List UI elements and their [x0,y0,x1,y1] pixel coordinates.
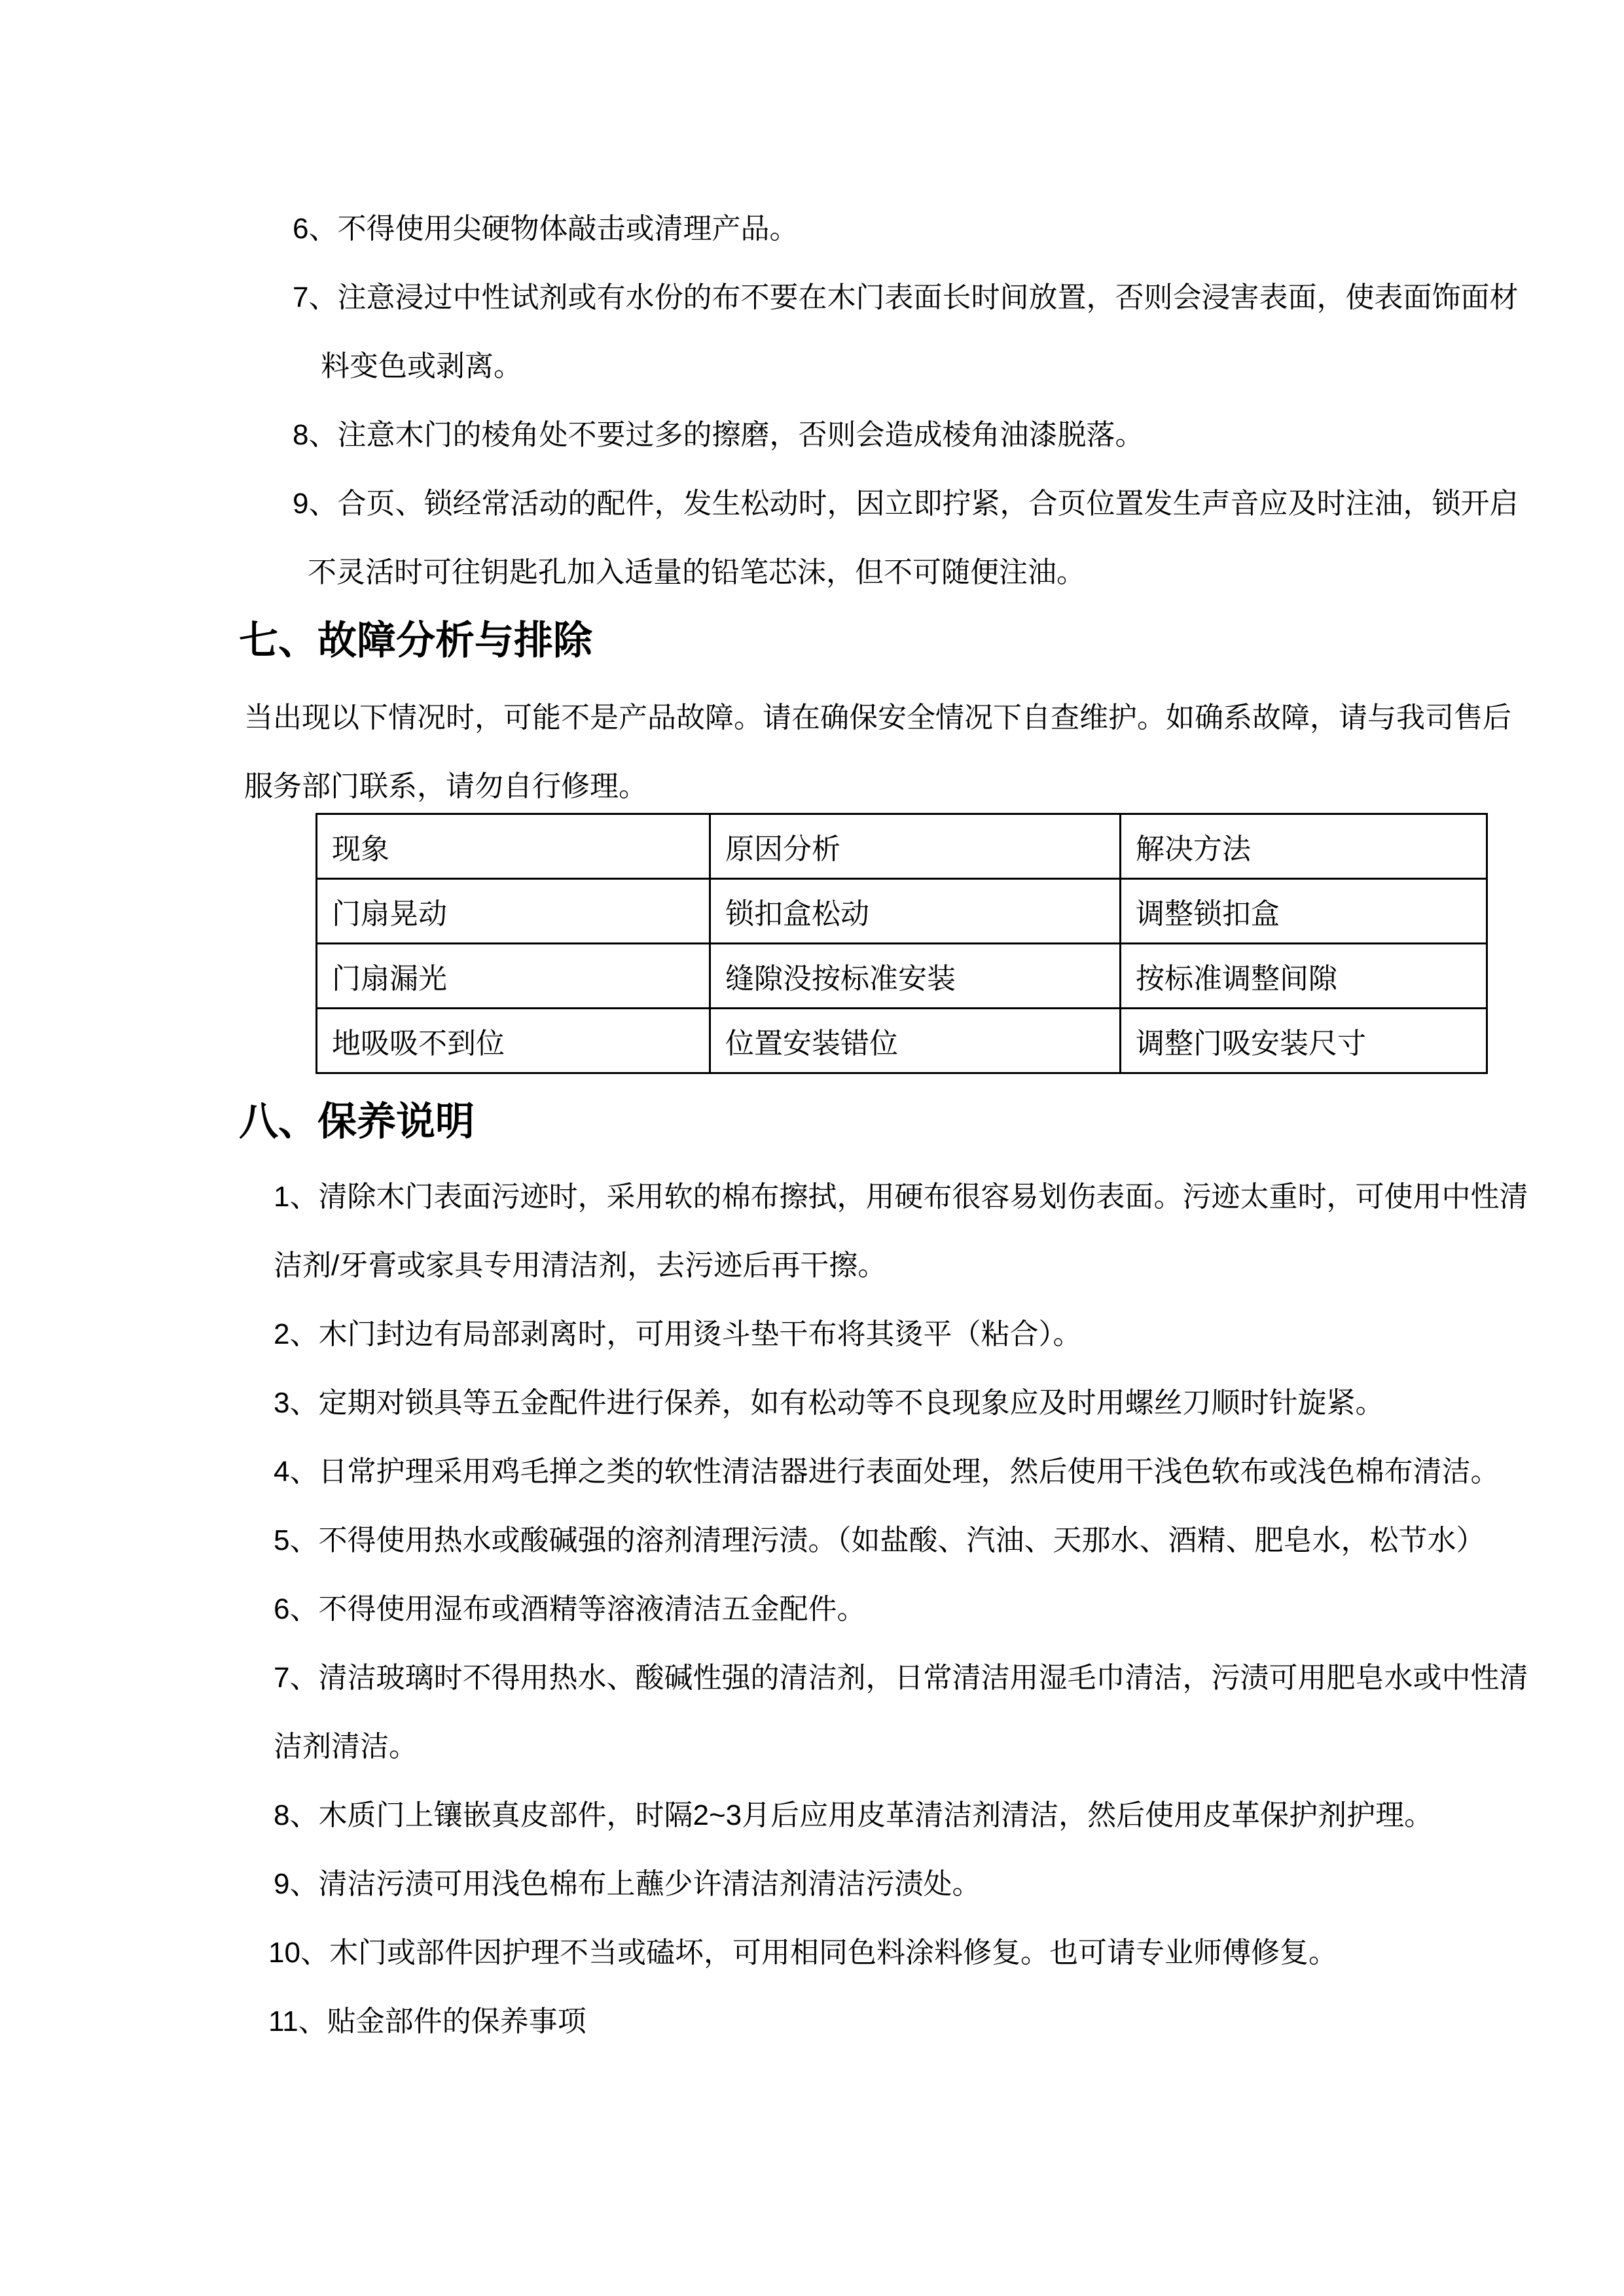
maintenance-item-4: 4、日常护理采用鸡毛掸之类的软性清洁器进行表面处理，然后使用干浅色软布或浅色棉布清洁。 [274,1456,1500,1488]
maintenance-item-2: 2、木门封边有局部剥离时，可用烫斗垫干布将其烫平（粘合）。 [274,1318,1082,1350]
maintenance-item-9: 9、清洁污渍可用浅色棉布上蘸少许清洁剂清洁污渍处。 [274,1868,981,1900]
maintenance-item-10: 10、木门或部件因护理不当或磕坏，可用相同色料涂料修复。也可请专业师傅修复。 [268,1937,1337,1969]
table-row [317,879,1487,944]
list-item-8: 8、注意木门的棱角处不要过多的擦磨，否则会造成棱角油漆脱落。 [293,419,1144,451]
table-cell: 按标准调整间隙 [1121,944,1487,1009]
table-cell: 缝隙没按标准安装 [710,944,1121,1009]
table-header-cell: 现象 [317,814,710,879]
maintenance-item-3: 3、定期对锁具等五金配件进行保养，如有松动等不良现象应及时用螺丝刀顺时针旋紧。 [274,1387,1384,1419]
list-item-7-line-1: 7、注意浸过中性试剂或有水份的布不要在木门表面长时间放置，否则会浸害表面，使表面饰面材 [293,281,1519,314]
list-item-9-line-2: 不灵活时可往钥匙孔加入适量的铅笔芯沫，但不可随便注油。 [308,556,1085,588]
paragraph-line-2: 服务部门联系，请勿自行修理。 [244,770,647,802]
table-cell: 位置安装错位 [710,1009,1121,1073]
troubleshooting-table [316,813,1488,1074]
table-row [317,944,1487,1009]
table-row [317,1009,1487,1073]
table-cell: 调整门吸安装尺寸 [1121,1009,1487,1073]
maintenance-item-1-line-2: 洁剂/牙膏或家具专用清洁剂，去污迹后再干擦。 [274,1249,887,1282]
table-cell: 调整锁扣盒 [1121,879,1487,944]
maintenance-item-1-line-1: 1、清除木门表面污迹时，采用软的棉布擦拭，用硬布很容易划伤表面。污迹太重时，可使用中性清 [274,1181,1528,1213]
list-item-7-line-2: 料变色或剥离。 [321,350,522,382]
maintenance-item-6: 6、不得使用湿布或酒精等溶液清洁五金配件。 [274,1593,866,1625]
table-cell: 锁扣盒松动 [710,879,1121,944]
paragraph-line-1: 当出现以下情况时，可能不是产品故障。请在确保安全情况下自查维护。如确系故障，请与我司售后 [244,702,1511,734]
maintenance-item-5: 5、不得使用热水或酸碱强的溶剂清理污渍。（如盐酸、汽油、天那水、酒精、肥皂水，松节水） [274,1524,1485,1556]
maintenance-item-7-line-1: 7、清洁玻璃时不得用热水、酸碱性强的清洁剂，日常清洁用湿毛巾清洁，污渍可用肥皂水或中性清 [274,1662,1528,1694]
table-cell: 地吸吸不到位 [317,1009,710,1073]
table-cell: 门扇漏光 [317,944,710,1009]
list-item-9-line-1: 9、合页、锁经常活动的配件，发生松动时，因立即拧紧，合页位置发生声音应及时注油，锁开启 [293,488,1519,520]
table-header-row [317,814,1487,879]
maintenance-item-11: 11、贴金部件的保养事项 [268,2005,586,2037]
table-header-cell: 解决方法 [1121,814,1487,879]
list-item-6: 6、不得使用尖硬物体敲击或清理产品。 [293,213,799,245]
section-heading-8: 八、保养说明 [239,1100,475,1143]
table-cell: 门扇晃动 [317,879,710,944]
table-header-cell: 原因分析 [710,814,1121,879]
section-heading-7: 七、故障分析与排除 [239,619,592,662]
maintenance-item-8: 8、木质门上镶嵌真皮部件，时隔2~3月后应用皮革清洁剂清洁，然后使用皮革保护剂护理。 [274,1799,1434,1831]
maintenance-item-7-line-2: 洁剂清洁。 [274,1731,418,1763]
